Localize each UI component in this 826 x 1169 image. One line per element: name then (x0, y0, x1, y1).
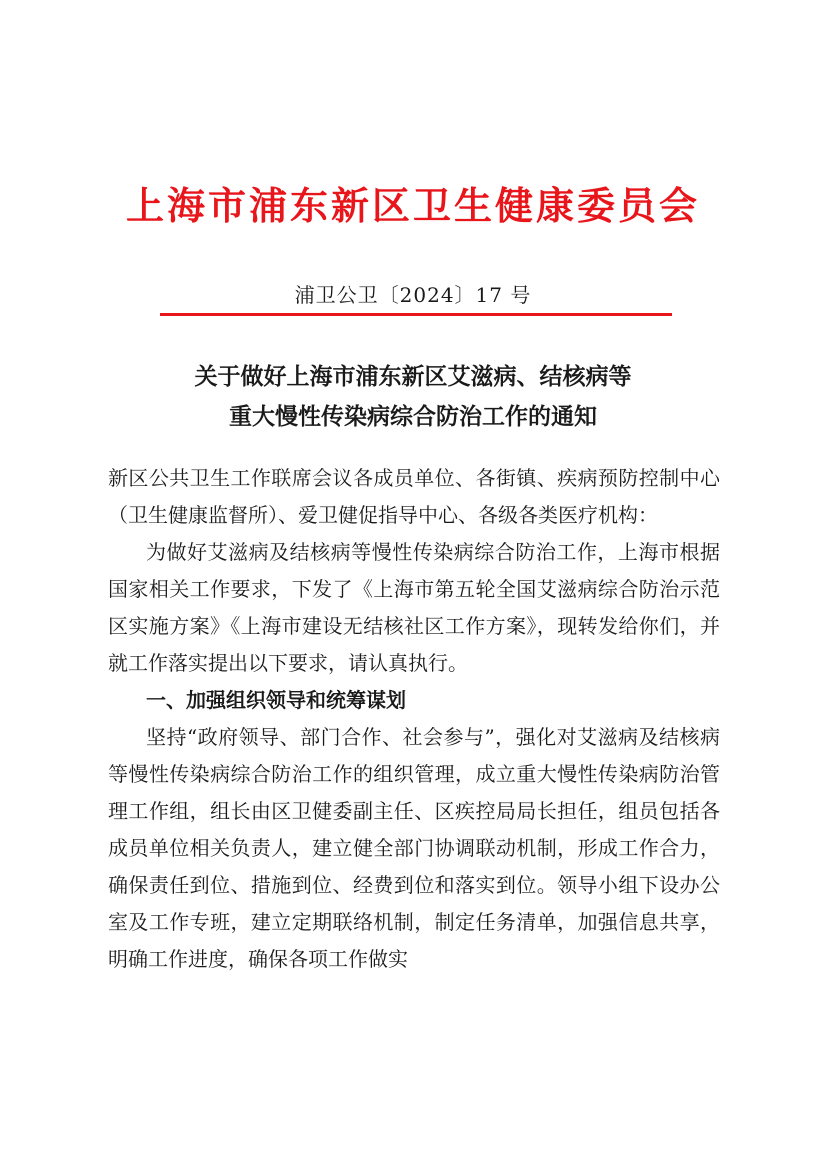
intro-paragraph: 为做好艾滋病及结核病等慢性传染病综合防治工作，上海市根据国家相关工作要求，下发了《上海市第五轮全国艾滋病综合防治示范区实施方案》《上海市建设无结核社区工作方案》，现转发给你们，并就工作落实提出以下要求，请认真执行。 (108, 540, 720, 675)
recipients-paragraph: 新区公共卫生工作联席会议各成员单位、各街镇、疾病预防控制中心（卫生健康监督所）、爱卫健促指导中心、各级各类医疗机构： (108, 466, 720, 527)
title-line-1: 关于做好上海市浦东新区艾滋病、结核病等 (194, 363, 632, 390)
document-number: 浦卫公卫〔2024〕17 号 (294, 283, 532, 307)
section-1-paragraph: 坚持“政府领导、部门合作、社会参与”，强化对艾滋病及结核病等慢性传染病综合防治工作的组织管理，成立重大慢性传染病防治管理工作组，组长由区卫健委副主任、区疾控局局长担任，组员包括各成员单位相关负责人，建立健全部门协调联动机制，形成工作合力，确保责任到位、措施到位、经费到位和落实到位。领导小组下设办公室及工作专班，建立定期联络机制，制定任务清单，加强信息共享，明确工作进度，确保各项工作做实 (108, 725, 720, 971)
red-divider-line (160, 313, 672, 316)
agency-name: 上海市浦东新区卫生健康委员会 (125, 183, 700, 228)
title-line-2: 重大慢性传染病综合防治工作的通知 (229, 403, 597, 430)
document-body (108, 460, 720, 978)
section-1-heading: 一、加强组织领导和统筹谋划 (146, 688, 406, 712)
document-title (0, 357, 826, 437)
